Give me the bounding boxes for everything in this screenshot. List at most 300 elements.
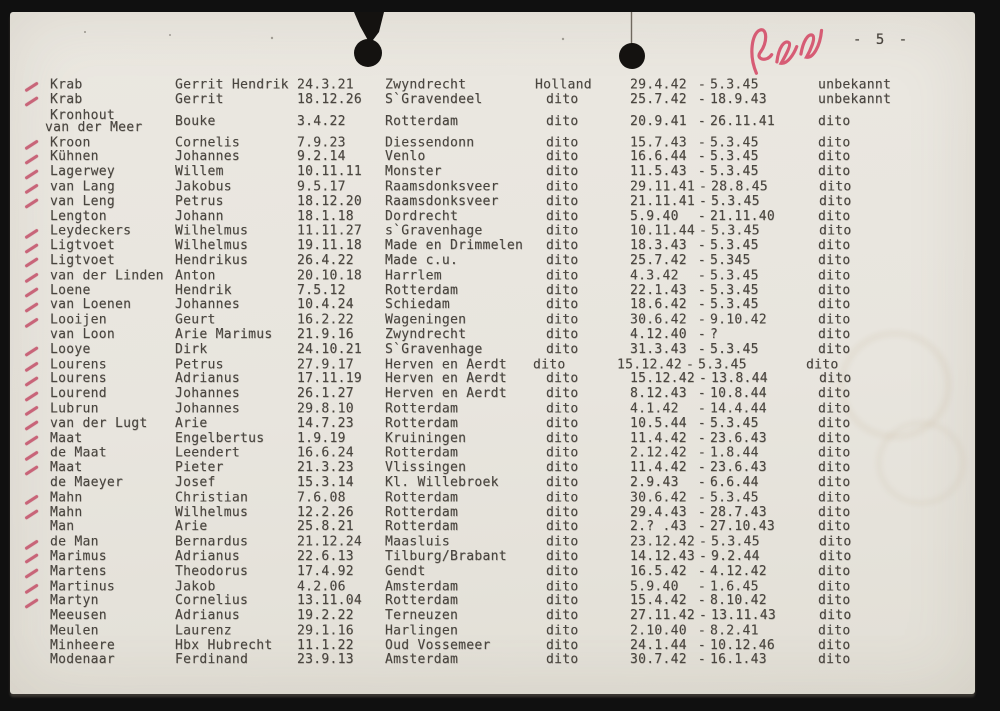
period-to-cell: 13.11.43	[711, 608, 777, 624]
birthdate-cell: 11.11.27	[297, 223, 363, 239]
birthdate-cell: 29.1.16	[297, 623, 354, 639]
status-cell: dito	[806, 356, 839, 372]
period-dash-cell: -	[697, 519, 707, 535]
table-row	[10, 520, 975, 535]
birthplace-cell: Tilburg/Brabant	[385, 548, 507, 564]
period-to-cell: 27.10.43	[710, 519, 776, 535]
surname-cell: Ligtvoet	[50, 252, 116, 268]
surname-cell: van der Lugt	[50, 415, 148, 431]
birthplace-cell: Amsterdam	[385, 652, 459, 668]
surname-cell: Ligtvoet	[50, 238, 116, 254]
margin-mark-cell	[10, 195, 50, 210]
country-cell: dito	[546, 223, 579, 239]
birthdate-cell: 19.11.18	[297, 238, 363, 254]
margin-mark-cell	[10, 180, 50, 195]
birthplace-cell: Rotterdam	[385, 593, 459, 609]
period-from-cell: 15.7.43	[630, 134, 687, 150]
red-check-icon	[25, 82, 39, 92]
surname-cell: Martyn	[50, 593, 99, 609]
country-cell: dito	[546, 445, 579, 461]
period-dash-cell: -	[698, 371, 708, 387]
country-cell: dito	[546, 578, 579, 594]
status-cell: dito	[819, 193, 852, 209]
period-from-cell: 16.5.42	[630, 563, 687, 579]
table-row	[10, 550, 975, 565]
period-from-cell: 2.12.42	[630, 445, 687, 461]
table-row	[10, 387, 975, 402]
status-cell: dito	[818, 341, 851, 357]
birthplace-cell: Rotterdam	[385, 504, 459, 520]
margin-mark-cell	[10, 624, 50, 639]
surname-cell: Meulen	[50, 623, 99, 639]
surname-cell: van Loenen	[50, 297, 132, 313]
period-to-cell: 5.3.45	[710, 490, 759, 506]
period-dash-cell: -	[698, 534, 708, 550]
firstname-cell: Christian	[175, 490, 249, 506]
country-cell: dito	[546, 252, 579, 268]
period-dash-cell: -	[697, 460, 707, 476]
period-to-cell: 23.6.43	[710, 430, 767, 446]
birthplace-cell: Kruiningen	[385, 430, 467, 446]
red-check-icon	[25, 465, 39, 475]
red-check-icon	[25, 154, 39, 164]
firstname-cell: Johannes	[175, 297, 241, 313]
period-from-cell: 24.1.44	[630, 637, 687, 653]
surname-cell: Lourend	[50, 386, 107, 402]
birthdate-cell: 22.6.13	[297, 548, 354, 564]
period-to-cell: 5.345	[710, 252, 751, 268]
status-cell: dito	[818, 623, 851, 639]
period-dash-cell: -	[697, 490, 707, 506]
firstname-cell: Hendrikus	[175, 252, 249, 268]
period-to-cell: 5.3.45	[710, 341, 759, 357]
table-row	[10, 432, 975, 447]
period-from-cell: 15.4.42	[630, 593, 687, 609]
country-cell: dito	[546, 534, 579, 550]
country-cell: dito	[546, 326, 579, 342]
period-to-cell: 10.8.44	[710, 386, 767, 402]
status-cell: dito	[819, 548, 852, 564]
scanned-document-page	[10, 12, 975, 694]
red-check-icon	[25, 509, 39, 519]
country-cell: Holland	[535, 77, 592, 93]
birthplace-cell: Rotterdam	[385, 445, 459, 461]
country-cell: dito	[546, 608, 579, 624]
birthdate-cell: 3.4.22	[297, 113, 346, 129]
birthplace-cell: Rotterdam	[385, 113, 459, 129]
table-row	[10, 594, 975, 609]
birthplace-cell: Raamsdonksveer	[385, 193, 499, 209]
surname-cell: Kronhout van der Meer	[45, 108, 143, 135]
red-check-icon	[25, 376, 39, 386]
margin-mark-cell	[10, 402, 50, 417]
status-cell: dito	[818, 149, 851, 165]
birthdate-cell: 16.6.24	[297, 445, 354, 461]
birthplace-cell: Rotterdam	[385, 282, 459, 298]
margin-mark-cell	[10, 225, 50, 240]
status-cell: unbekannt	[818, 77, 892, 93]
period-dash-cell: -	[697, 401, 707, 417]
punch-hole-icon	[354, 39, 382, 67]
firstname-cell: Ferdinand	[175, 652, 249, 668]
period-dash-cell: -	[697, 113, 707, 129]
red-check-icon	[25, 553, 39, 563]
country-cell: dito	[546, 238, 579, 254]
table-row	[10, 195, 975, 210]
surname-cell: Lagerwey	[50, 164, 116, 180]
surname-cell: Martinus	[50, 578, 116, 594]
birthplace-cell: Herven en Aerdt	[385, 386, 507, 402]
surname-cell: de Maeyer	[50, 474, 124, 490]
firstname-cell: Cornelius	[175, 593, 249, 609]
firstname-cell: Johannes	[175, 149, 241, 165]
period-to-cell: 5.3.45	[710, 268, 759, 284]
red-check-icon	[25, 495, 39, 505]
status-cell: dito	[818, 297, 851, 313]
surname-cell: Looijen	[50, 312, 107, 328]
firstname-cell: Engelbertus	[175, 430, 265, 446]
firstname-cell: Theodorus	[175, 563, 249, 579]
table-row	[10, 447, 975, 462]
status-cell: dito	[818, 445, 851, 461]
period-from-cell: 11.5.43	[630, 164, 687, 180]
birthplace-cell: Schiedam	[385, 297, 451, 313]
period-dash-cell: -	[697, 415, 707, 431]
period-dash-cell: -	[697, 282, 707, 298]
surname-cell: Lengton	[50, 208, 107, 224]
birthplace-cell: Gendt	[385, 563, 426, 579]
margin-mark-cell	[10, 108, 50, 136]
dust-speck	[271, 37, 273, 39]
birthplace-cell: Rotterdam	[385, 490, 459, 506]
margin-mark-cell	[10, 78, 50, 93]
country-cell: dito	[546, 134, 579, 150]
red-check-icon	[25, 391, 39, 401]
margin-mark-cell	[10, 417, 50, 432]
red-check-icon	[25, 198, 39, 208]
period-from-cell: 30.6.42	[630, 312, 687, 328]
margin-mark-cell	[10, 314, 50, 329]
birthdate-cell: 21.12.24	[297, 534, 363, 550]
table-row	[10, 78, 975, 93]
table-row	[10, 269, 975, 284]
firstname-cell: Josef	[175, 474, 216, 490]
period-dash-cell: -	[697, 312, 707, 328]
period-to-cell: 5.3.45	[710, 77, 759, 93]
firstname-cell: Adrianus	[175, 548, 241, 564]
country-cell: dito	[546, 341, 579, 357]
birthdate-cell: 29.8.10	[297, 401, 354, 417]
dust-speck	[84, 31, 86, 33]
red-check-icon	[25, 361, 39, 371]
status-cell: dito	[819, 534, 852, 550]
period-to-cell: 10.12.46	[710, 637, 776, 653]
firstname-cell: Arie	[175, 415, 208, 431]
margin-mark-cell	[10, 565, 50, 580]
period-dash-cell: -	[697, 563, 707, 579]
country-cell: dito	[546, 164, 579, 180]
surname-cell: Maat	[50, 460, 83, 476]
period-to-cell: 5.3.45	[710, 134, 759, 150]
birthplace-cell: Raamsdonksveer	[385, 179, 499, 195]
table-row	[10, 343, 975, 358]
birthplace-cell: Diessendonn	[385, 134, 475, 150]
period-dash-cell: -	[698, 179, 708, 195]
red-check-icon	[25, 287, 39, 297]
status-cell: dito	[818, 401, 851, 417]
period-to-cell: 5.3.45	[710, 297, 759, 313]
period-from-cell: 10.11.44	[630, 223, 696, 239]
status-cell: dito	[819, 371, 852, 387]
birthplace-cell: Harrlem	[385, 268, 442, 284]
birthplace-cell: S`Gravenhage	[385, 341, 483, 357]
margin-mark-cell	[10, 93, 50, 108]
red-check-icon	[25, 302, 39, 312]
firstname-cell: Cornelis	[175, 134, 241, 150]
margin-mark-cell	[10, 150, 50, 165]
table-row	[10, 165, 975, 180]
period-from-cell: 25.7.42	[630, 252, 687, 268]
period-dash-cell: -	[697, 238, 707, 254]
period-from-cell: 16.6.44	[630, 149, 687, 165]
firstname-cell: Anton	[175, 268, 216, 284]
margin-mark-cell	[10, 165, 50, 180]
birthplace-cell: Monster	[385, 164, 442, 180]
firstname-cell: Johannes	[175, 401, 241, 417]
period-from-cell: 15.12.42	[617, 356, 683, 372]
margin-mark-cell	[10, 432, 50, 447]
table-row	[10, 565, 975, 580]
table-row	[10, 491, 975, 506]
period-to-cell: 5.3.45	[710, 238, 759, 254]
period-from-cell: 20.9.41	[630, 113, 687, 129]
margin-mark-cell	[10, 387, 50, 402]
period-from-cell: 31.3.43	[630, 341, 687, 357]
birthdate-cell: 19.2.22	[297, 608, 354, 624]
birthplace-cell: Zwyndrecht	[385, 77, 467, 93]
dust-speck	[169, 34, 171, 36]
surname-cell: Lourens	[50, 371, 107, 387]
handwritten-red-initials-icon	[739, 11, 838, 86]
table-row	[10, 210, 975, 225]
period-from-cell: 11.4.42	[630, 430, 687, 446]
firstname-cell: Arie Marimus	[175, 326, 273, 342]
surname-cell: Mahn	[50, 490, 83, 506]
status-cell: dito	[818, 652, 851, 668]
period-dash-cell: -	[697, 504, 707, 520]
period-to-cell: 8.2.41	[710, 623, 759, 639]
country-cell: dito	[546, 548, 579, 564]
table-row	[10, 150, 975, 165]
country-cell: dito	[546, 563, 579, 579]
period-dash-cell: -	[685, 356, 695, 372]
period-to-cell: 1.8.44	[710, 445, 759, 461]
period-from-cell: 23.12.42	[630, 534, 696, 550]
status-cell: dito	[818, 326, 851, 342]
firstname-cell: Wilhelmus	[175, 504, 249, 520]
period-dash-cell: -	[697, 445, 707, 461]
country-cell: dito	[546, 312, 579, 328]
surname-cell: Maat	[50, 430, 83, 446]
red-check-icon	[25, 96, 39, 106]
firstname-cell: Johannes	[175, 386, 241, 402]
status-cell: dito	[818, 415, 851, 431]
surname-cell: Mahn	[50, 504, 83, 520]
period-to-cell: 5.3.45	[710, 415, 759, 431]
firstname-cell: Hbx Hubrecht	[175, 637, 273, 653]
birthdate-cell: 9.2.14	[297, 149, 346, 165]
period-to-cell: 4.12.42	[710, 563, 767, 579]
period-to-cell: 5.3.45	[710, 164, 759, 180]
period-from-cell: 25.7.42	[630, 91, 687, 107]
red-check-icon	[25, 273, 39, 283]
table-row	[10, 653, 975, 668]
margin-mark-cell	[10, 343, 50, 358]
birthdate-cell: 10.4.24	[297, 297, 354, 313]
country-cell: dito	[546, 490, 579, 506]
period-from-cell: 18.3.43	[630, 238, 687, 254]
table-row	[10, 609, 975, 624]
firstname-cell: Arie	[175, 519, 208, 535]
status-cell: dito	[818, 164, 851, 180]
red-check-icon	[25, 406, 39, 416]
status-cell: dito	[819, 223, 852, 239]
name-list	[10, 78, 975, 668]
status-cell: dito	[818, 563, 851, 579]
birthdate-cell: 18.12.26	[297, 91, 363, 107]
table-row	[10, 284, 975, 299]
firstname-cell: Jakob	[175, 578, 216, 594]
country-cell: dito	[546, 113, 579, 129]
birthplace-cell: Vlissingen	[385, 460, 467, 476]
period-dash-cell: -	[697, 252, 707, 268]
country-cell: dito	[546, 430, 579, 446]
period-from-cell: 18.6.42	[630, 297, 687, 313]
red-check-icon	[25, 583, 39, 593]
red-check-icon	[25, 420, 39, 430]
red-check-icon	[25, 450, 39, 460]
period-to-cell: 26.11.41	[710, 113, 776, 129]
surname-cell: van Loon	[50, 326, 116, 342]
birthplace-cell: Made en Drimmelen	[385, 238, 524, 254]
country-cell: dito	[546, 519, 579, 535]
period-dash-cell: -	[697, 623, 707, 639]
country-cell: dito	[546, 282, 579, 298]
firstname-cell: Petrus	[175, 193, 224, 209]
margin-mark-cell	[10, 520, 50, 535]
period-dash-cell: -	[698, 193, 708, 209]
birthdate-cell: 24.3.21	[297, 77, 354, 93]
margin-mark-cell	[10, 358, 50, 373]
red-check-icon	[25, 243, 39, 253]
birthplace-cell: Venlo	[385, 149, 426, 165]
firstname-cell: Petrus	[175, 356, 224, 372]
birthdate-cell: 7.9.23	[297, 134, 346, 150]
firstname-cell: Adrianus	[175, 608, 241, 624]
birthdate-cell: 1.9.19	[297, 430, 346, 446]
period-dash-cell: -	[697, 637, 707, 653]
status-cell: dito	[818, 637, 851, 653]
period-from-cell: 5.9.40	[630, 208, 679, 224]
birthplace-cell: Terneuzen	[385, 608, 459, 624]
birthplace-cell: Dordrecht	[385, 208, 459, 224]
period-from-cell: 5.9.40	[630, 578, 679, 594]
birthdate-cell: 14.7.23	[297, 415, 354, 431]
country-cell: dito	[546, 415, 579, 431]
firstname-cell: Willem	[175, 164, 224, 180]
birthdate-cell: 17.11.19	[297, 371, 363, 387]
margin-mark-cell	[10, 254, 50, 269]
surname-cell: Loene	[50, 282, 91, 298]
birthdate-cell: 26.1.27	[297, 386, 354, 402]
firstname-cell: Bernardus	[175, 534, 249, 550]
birthplace-cell: Zwyndrecht	[385, 326, 467, 342]
birthplace-cell: Herven en Aerdt	[385, 371, 507, 387]
birthdate-cell: 23.9.13	[297, 652, 354, 668]
birthdate-cell: 7.6.08	[297, 490, 346, 506]
birthdate-cell: 18.1.18	[297, 208, 354, 224]
table-row	[10, 93, 975, 108]
status-cell: dito	[818, 593, 851, 609]
period-to-cell: 5.3.45	[711, 223, 760, 239]
red-check-icon	[25, 346, 39, 356]
surname-cell: Looye	[50, 341, 91, 357]
red-check-icon	[25, 169, 39, 179]
margin-mark-cell	[10, 372, 50, 387]
margin-mark-cell	[10, 491, 50, 506]
country-cell: dito	[546, 149, 579, 165]
table-row	[10, 225, 975, 240]
surname-cell: Lourens	[50, 356, 107, 372]
country-cell: dito	[546, 268, 579, 284]
birthdate-cell: 21.9.16	[297, 326, 354, 342]
period-from-cell: 11.4.42	[630, 460, 687, 476]
birthdate-cell: 7.5.12	[297, 282, 346, 298]
table-row	[10, 314, 975, 329]
country-cell: dito	[546, 593, 579, 609]
period-from-cell: 15.12.42	[630, 371, 696, 387]
red-check-icon	[25, 228, 39, 238]
period-dash-cell: -	[697, 208, 707, 224]
period-to-cell: 5.3.45	[710, 282, 759, 298]
period-from-cell: 4.1.42	[630, 401, 679, 417]
period-from-cell: 30.6.42	[630, 490, 687, 506]
period-from-cell: 21.11.41	[630, 193, 696, 209]
margin-mark-cell	[10, 461, 50, 476]
page-number: - 5 -	[853, 32, 911, 48]
country-cell: dito	[546, 623, 579, 639]
red-check-icon	[25, 568, 39, 578]
status-cell: dito	[818, 578, 851, 594]
period-to-cell: 1.6.45	[710, 578, 759, 594]
period-dash-cell: -	[697, 386, 707, 402]
status-cell: dito	[818, 268, 851, 284]
period-from-cell: 2.9.43	[630, 474, 679, 490]
period-dash-cell: -	[697, 91, 707, 107]
red-check-icon	[25, 140, 39, 150]
period-to-cell: 9.10.42	[710, 312, 767, 328]
birthplace-cell: Harlingen	[385, 623, 459, 639]
period-to-cell: 13.8.44	[711, 371, 768, 387]
birthdate-cell: 9.5.17	[297, 179, 346, 195]
birthdate-cell: 18.12.20	[297, 193, 363, 209]
margin-mark-cell	[10, 609, 50, 624]
birthdate-cell: 16.2.22	[297, 312, 354, 328]
period-dash-cell: -	[697, 341, 707, 357]
firstname-cell: Dirk	[175, 341, 208, 357]
margin-mark-cell	[10, 284, 50, 299]
firstname-cell: Pieter	[175, 460, 224, 476]
